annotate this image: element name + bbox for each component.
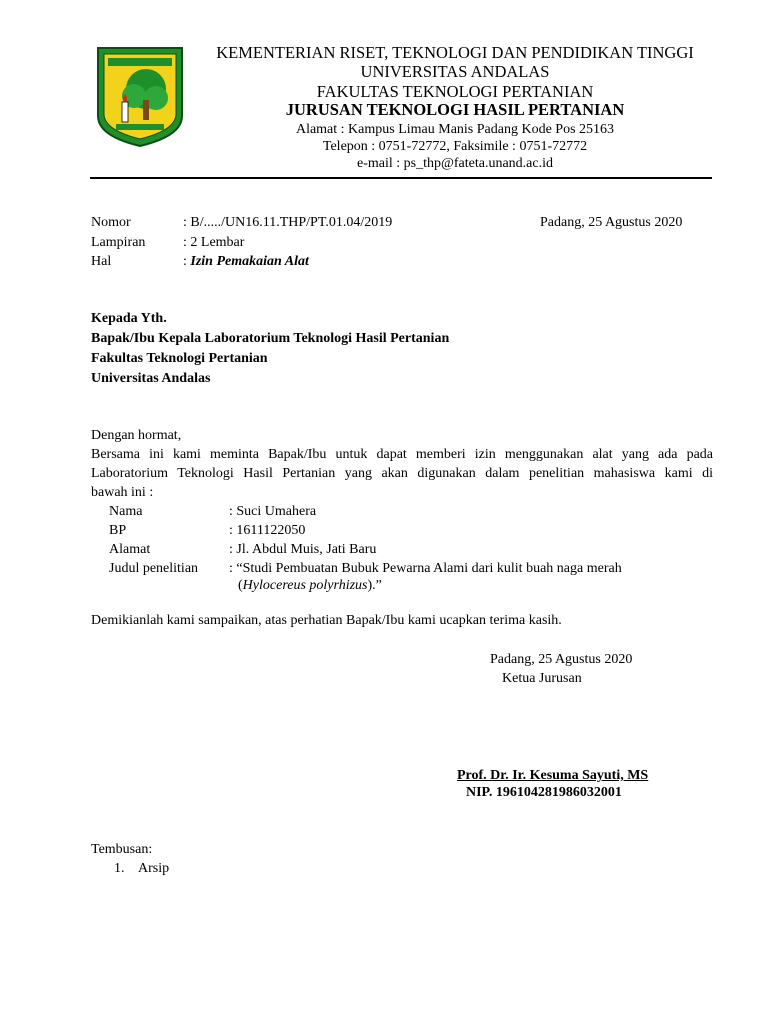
hal-value bbox=[183, 254, 309, 270]
lampiran-label: Lampiran bbox=[91, 235, 146, 250]
paren-open: ( bbox=[238, 578, 243, 593]
paren-close: ).” bbox=[367, 578, 382, 593]
paragraph-line-1: Bersama ini kami meminta Bapak/Ibu untuk dapat memberi izin menggunakan alat yang ada pada bbox=[91, 447, 713, 462]
hal-label: Hal bbox=[91, 254, 112, 269]
lampiran-value: : 2 Lembar bbox=[183, 235, 245, 250]
closing-sentence: Demikianlah kami sampaikan, atas perhatian Bapak/Ibu kami ucapkan terima kasih. bbox=[91, 613, 562, 628]
letterhead-university: UNIVERSITAS ANDALAS bbox=[360, 62, 550, 81]
species-name: Hylocereus polyrhizus bbox=[242, 578, 368, 593]
signatory-name: Prof. Dr. Ir. Kesuma Sayuti, MS bbox=[457, 768, 649, 783]
nomor-label: Nomor bbox=[91, 215, 131, 230]
letterhead-divider bbox=[90, 177, 712, 179]
paragraph-line-3: bawah ini : bbox=[91, 485, 154, 500]
hal-colon: : bbox=[183, 254, 187, 269]
letterhead-faculty: FAKULTAS TEKNOLOGI PERTANIAN bbox=[316, 82, 594, 101]
hal-subject: Izin Pemakaian Alat bbox=[190, 254, 309, 269]
field-label-bp: BP bbox=[109, 523, 127, 538]
letter-date: Padang, 25 Agustus 2020 bbox=[540, 215, 683, 230]
cc-item-number: 1. bbox=[114, 861, 125, 876]
cc-item: Arsip bbox=[138, 861, 170, 876]
field-value-judul: : “Studi Pembuatan Bubuk Pewarna Alami dari kulit buah naga merah bbox=[229, 561, 622, 576]
letterhead-address: Alamat : Kampus Limau Manis Padang Kode Pos 25163 bbox=[295, 122, 615, 137]
greeting: Dengan hormat, bbox=[91, 428, 182, 443]
field-value-bp: : 1611122050 bbox=[229, 523, 306, 538]
signatory-nip: NIP. 196104281986032001 bbox=[466, 785, 622, 800]
field-label-judul: Judul penelitian bbox=[109, 561, 199, 576]
letterhead-department: JURUSAN TEKNOLOGI HASIL PERTANIAN bbox=[285, 100, 625, 119]
field-label-nama: Nama bbox=[109, 504, 143, 519]
recipient-faculty: Fakultas Teknologi Pertanian bbox=[91, 351, 268, 366]
signature-place-date: Padang, 25 Agustus 2020 bbox=[490, 652, 633, 667]
field-value-nama: : Suci Umahera bbox=[229, 504, 317, 519]
recipient-university: Universitas Andalas bbox=[91, 371, 211, 386]
signature-position: Ketua Jurusan bbox=[502, 671, 582, 686]
letterhead-phone: Telepon : 0751-72772, Faksimile : 0751-72772 bbox=[322, 139, 588, 154]
nomor-value: : B/...../UN16.11.THP/PT.01.04/2019 bbox=[183, 215, 393, 230]
paragraph-line-2: Laboratorium Teknologi Hasil Pertanian yang akan digunakan dalam penelitian mahasiswa kami di bbox=[91, 466, 713, 481]
research-title-continuation bbox=[238, 578, 382, 594]
field-value-alamat: : Jl. Abdul Muis, Jati Baru bbox=[229, 542, 377, 557]
field-label-alamat: Alamat bbox=[109, 542, 151, 557]
cc-label: Tembusan: bbox=[91, 842, 153, 857]
recipient-title: Bapak/Ibu Kepala Laboratorium Teknologi Hasil Pertanian bbox=[91, 331, 450, 346]
letterhead-ministry: KEMENTERIAN RISET, TEKNOLOGI DAN PENDIDIKAN TINGGI bbox=[216, 43, 694, 62]
recipient-salutation: Kepada Yth. bbox=[91, 311, 167, 326]
letterhead-email: e-mail : ps_thp@fateta.unand.ac.id bbox=[357, 156, 553, 171]
